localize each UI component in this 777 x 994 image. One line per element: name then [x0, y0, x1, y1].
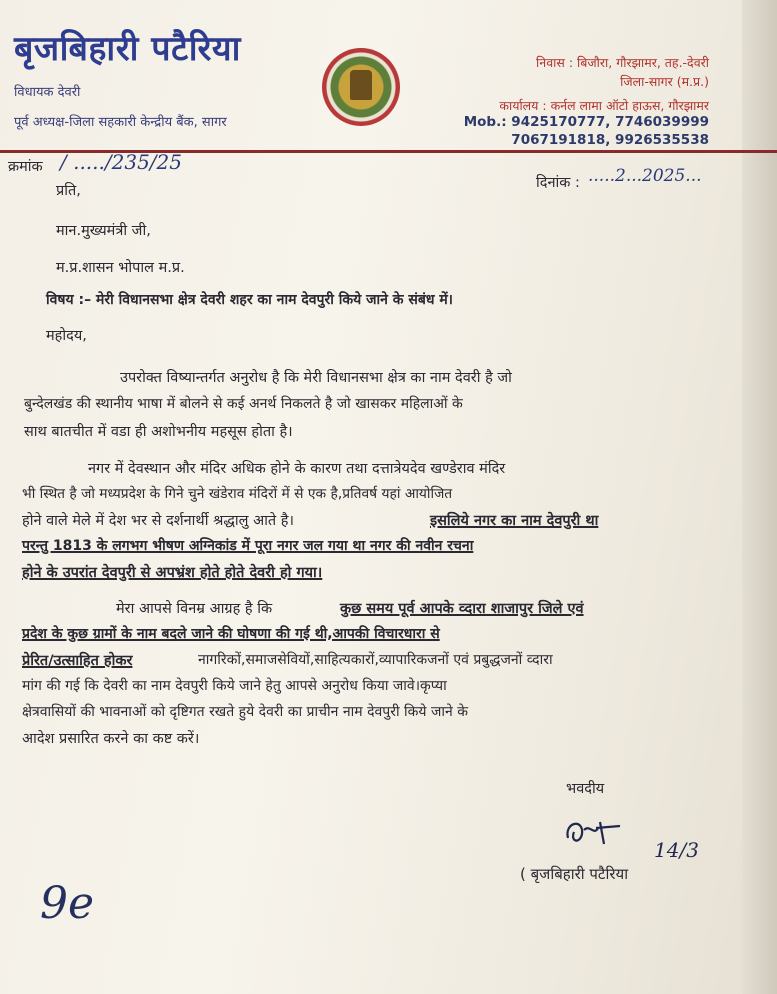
paragraph-3-underlined: प्रदेश के कुछ ग्रामों के नाम बदले जाने की घोषणा की गई थी,आपकी विचारधारा से — [22, 626, 440, 642]
residence-line-2: जिला-सागर (म.प्र.) — [620, 74, 709, 89]
date-value: .....2...2025... — [588, 166, 702, 186]
paragraph-2-underlined: परन्तु 1813 के लगभग भीषण अग्निकांड में पूरा नगर जल गया था नगर की नवीन रचना — [22, 538, 474, 554]
mobile-line-2: 7067191818, 9926535538 — [511, 132, 709, 148]
office-address: कार्यालय : कर्नल लामा ऑटो हाऊस, गौरझामर — [499, 98, 709, 113]
residence-line-1: निवास : बिजौरा, गौरझामर, तह.-देवरी — [536, 55, 709, 70]
paragraph-2-line: भी स्थित है जो मध्यप्रदेश के गिने चुने खंडेराव मंदिरों में से एक है,प्रतिवर्ष यहां आयोजित — [22, 486, 453, 502]
paragraph-3-line: मेरा आपसे विनम्र आग्रह है कि — [116, 601, 273, 617]
paragraph-2-underlined: होने के उपरांत देवपुरी से अपभ्रंश होते होते देवरी हो गया। — [22, 565, 323, 581]
subject-line: विषय :– मेरी विधानसभा क्षेत्र देवरी शहर का नाम देवपुरी किये जाने के संबंध में। — [46, 292, 453, 308]
paragraph-3-line: आदेश प्रसारित करने का कष्ट करें। — [22, 731, 200, 747]
paragraph-3-line: क्षेत्रवासियों की भावनाओं को दृष्टिगत रखते हुये देवरी का प्राचीन नाम देवपुरी किये जाने के — [22, 704, 468, 720]
paragraph-3-line: मांग की गई कि देवरी का नाम देवपुरी किये जाने हेतु आपसे अनुरोध किया जावे।कृप्या — [22, 678, 447, 694]
signature-icon — [560, 808, 640, 858]
address-to: प्रति, — [56, 183, 81, 199]
paragraph-2-line: होने वाले मेले में देश भर से दर्शनार्थी श्रद्धालु आते है। — [22, 513, 294, 529]
paragraph-3-line: नागरिकों,समाजसेवियों,साहित्यकारों,व्यापारिकजनों एवं प्रबुद्धजनों व्दारा — [198, 652, 553, 668]
letterhead-name: बृजबिहारी पटैरिया — [14, 29, 241, 69]
reference-label: क्रमांक — [8, 159, 43, 175]
paragraph-1-line: साथ बातचीत में वडा ही अशोभनीय महसूस होता है। — [24, 424, 293, 440]
salutation: महोदय, — [46, 328, 87, 344]
address-office: म.प्र.शासन भोपाल म.प्र. — [56, 260, 185, 276]
signature-date-note: 14/3 — [654, 838, 699, 862]
paragraph-2-line: नगर में देवस्थान और मंदिर अधिक होने के कारण तथा दत्तात्रेयदेव खण्डेराव मंदिर — [88, 461, 506, 477]
paragraph-3-underlined: कुछ समय पूर्व आपके व्दारा शाजापुर जिले एवं — [340, 601, 584, 617]
paragraph-1-line: बुन्देलखंड की स्थानीय भाषा में बोलने से कई अनर्थ निकलते है जो खासकर महिलाओं के — [24, 396, 463, 412]
letterhead-designation: विधायक देवरी — [14, 85, 81, 100]
address-recipient: मान.मुख्यमंत्री जी, — [56, 223, 151, 239]
paragraph-3-underlined: प्रेरित/उत्साहित होकर — [22, 653, 133, 669]
reference-number: / ...../235/25 — [60, 150, 182, 174]
paragraph-1-line: उपरोक्त विष्यान्तर्गत अनुरोध है कि मेरी विधानसभा क्षेत्र का नाम देवरी है जो — [120, 370, 512, 386]
mobile-line-1: Mob.: 9425170777, 7746039999 — [463, 114, 709, 130]
letterhead-former-post: पूर्व अध्यक्ष-जिला सहकारी केन्द्रीय बैंक, सागर — [14, 115, 227, 130]
closing-regards: भवदीय — [566, 781, 605, 797]
paragraph-2-underlined: इसलिये नगर का नाम देवपुरी था — [430, 513, 599, 529]
handwritten-initials: 9e — [40, 878, 95, 929]
date-label: दिनांक : — [536, 175, 580, 191]
signatory-name: ( बृजबिहारी पटैरिया — [520, 865, 629, 883]
state-emblem-icon — [322, 48, 400, 126]
emblem-center — [350, 70, 372, 100]
